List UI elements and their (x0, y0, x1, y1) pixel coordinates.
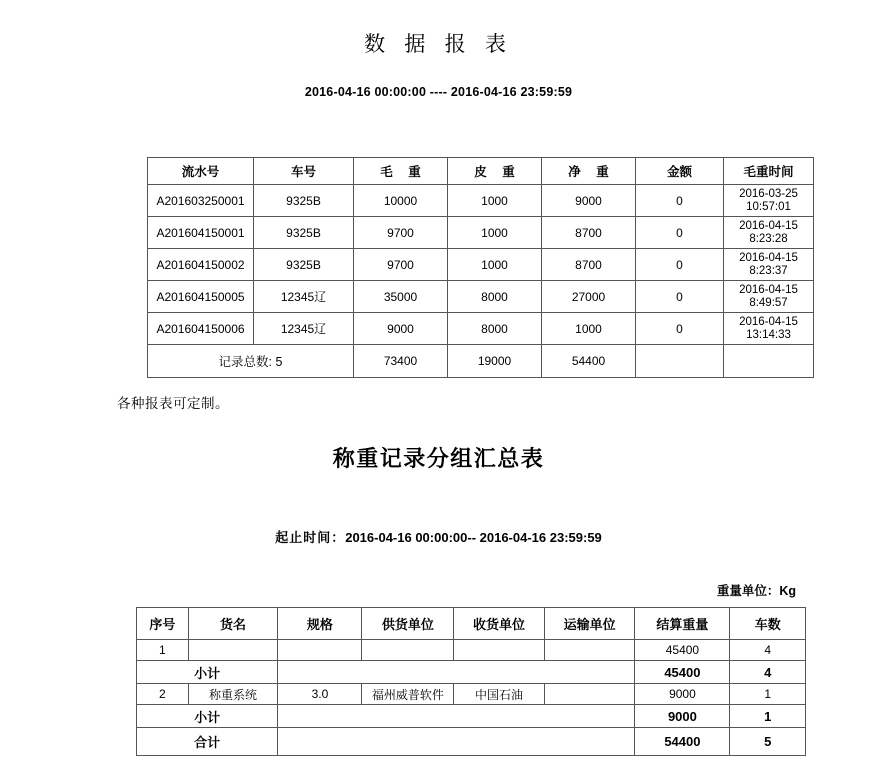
cell-net: 8700 (542, 217, 636, 249)
column-header-gross-time: 毛重时间 (724, 158, 814, 185)
cell-subtotal-label: 小计 (137, 661, 278, 684)
cell-record-count: 记录总数: 5 (148, 345, 354, 378)
column-header-plate: 车号 (254, 158, 354, 185)
cell-weight: 45400 (635, 640, 730, 661)
cell-gross-time-text: 8:49:57 (749, 297, 788, 309)
cell-plate: 9325B (254, 249, 354, 281)
cell-amount: 0 (636, 185, 724, 217)
table-row (148, 281, 814, 313)
cell-serial: A201604150002 (148, 249, 254, 281)
cell-gross-date-text: 2016-04-15 (739, 284, 798, 296)
cell-net: 9000 (542, 185, 636, 217)
cell-gross-time (724, 185, 814, 217)
report-one-title: 数 据 报 表 (364, 32, 513, 56)
cell-seq: 2 (137, 684, 189, 705)
subtotal-row (137, 705, 806, 728)
report-two-date-range (0, 527, 877, 546)
cell-tare: 1000 (448, 249, 542, 281)
report-two-title: 称重记录分组汇总表 (332, 446, 545, 471)
customizable-note: 各种报表可定制。 (117, 396, 229, 411)
cell-tare: 8000 (448, 281, 542, 313)
cell-cars: 4 (730, 640, 806, 661)
cell-tare: 1000 (448, 185, 542, 217)
cell-net: 8700 (542, 249, 636, 281)
cell-total-tare: 19000 (448, 345, 542, 378)
column-header-transporter: 运输单位 (544, 608, 635, 640)
cell-gross-date-text: 2016-04-15 (739, 252, 798, 264)
cell-net: 27000 (542, 281, 636, 313)
cell-gross-time (724, 313, 814, 345)
cell-subtotal-blank (278, 705, 635, 728)
table-row (148, 249, 814, 281)
table-header-row (137, 608, 806, 640)
cell-serial: A201604150005 (148, 281, 254, 313)
cell-subtotal-weight: 9000 (635, 705, 730, 728)
cell-amount: 0 (636, 313, 724, 345)
table-row (137, 640, 806, 661)
cell-gross-time-text: 13:14:33 (746, 329, 791, 341)
cell-gross-date-text: 2016-03-25 (739, 188, 798, 200)
report-one-date-range: 2016-04-16 00:00:00 ---- 2016-04-16 23:59:59 (304, 85, 573, 99)
cell-gross-time-text: 8:23:37 (749, 265, 788, 277)
cell-subtotal-blank (278, 661, 635, 684)
column-header-supplier: 供货单位 (362, 608, 454, 640)
cell-total-gross-time (724, 345, 814, 378)
cell-total-net: 54400 (542, 345, 636, 378)
cell-gross: 10000 (354, 185, 448, 217)
cell-amount: 0 (636, 249, 724, 281)
column-header-net: 净 重 (542, 158, 636, 185)
table-row (148, 313, 814, 345)
cell-spec: 3.0 (278, 684, 362, 705)
grand-total-row (137, 728, 806, 756)
cell-gross-date-text: 2016-04-15 (739, 316, 798, 328)
cell-subtotal-label: 小计 (137, 705, 278, 728)
cell-gross-time (724, 249, 814, 281)
cell-amount: 0 (636, 281, 724, 313)
cell-subtotal-cars: 4 (730, 661, 806, 684)
cell-tare: 8000 (448, 313, 542, 345)
column-header-spec: 规格 (278, 608, 362, 640)
cell-seq: 1 (137, 640, 189, 661)
cell-grand-total-cars: 5 (730, 728, 806, 756)
cell-goods (188, 640, 278, 661)
cell-grand-total-label: 合计 (137, 728, 278, 756)
cell-transporter (544, 684, 635, 705)
column-header-cars: 车数 (730, 608, 806, 640)
column-header-serial: 流水号 (148, 158, 254, 185)
weigh-records-table (147, 157, 814, 378)
cell-receiver (454, 640, 545, 661)
cell-supplier (362, 640, 454, 661)
table-footer-row (148, 345, 814, 378)
cell-receiver: 中国石油 (454, 684, 545, 705)
table-row (148, 217, 814, 249)
cell-total-amount (636, 345, 724, 378)
cell-gross: 9700 (354, 217, 448, 249)
cell-spec (278, 640, 362, 661)
cell-gross-time-text: 10:57:01 (746, 201, 791, 213)
column-header-weight: 结算重量 (635, 608, 730, 640)
weight-unit-label: 重量单位：Kg (716, 584, 796, 598)
cell-supplier: 福州威普软件 (362, 684, 454, 705)
cell-gross: 9000 (354, 313, 448, 345)
cell-gross-time (724, 217, 814, 249)
cell-goods: 称重系统 (188, 684, 278, 705)
report-two-range-label: 起止时间： (275, 530, 346, 545)
cell-net: 1000 (542, 313, 636, 345)
cell-grand-total-blank (278, 728, 635, 756)
cell-serial: A201604150001 (148, 217, 254, 249)
report-two-range-value: 2016-04-16 00:00:00-- 2016-04-16 23:59:59 (345, 530, 602, 545)
group-summary-table (136, 607, 806, 756)
table-row (148, 185, 814, 217)
cell-tare: 1000 (448, 217, 542, 249)
column-header-gross: 毛 重 (354, 158, 448, 185)
cell-plate: 9325B (254, 185, 354, 217)
table-header-row (148, 158, 814, 185)
cell-plate: 12345辽 (254, 281, 354, 313)
cell-transporter (544, 640, 635, 661)
cell-gross-date-text: 2016-04-15 (739, 220, 798, 232)
cell-plate: 12345辽 (254, 313, 354, 345)
cell-gross: 35000 (354, 281, 448, 313)
subtotal-row (137, 661, 806, 684)
column-header-amount: 金额 (636, 158, 724, 185)
column-header-seq: 序号 (137, 608, 189, 640)
table-row (137, 684, 806, 705)
column-header-receiver: 收货单位 (454, 608, 545, 640)
cell-serial: A201604150006 (148, 313, 254, 345)
cell-weight: 9000 (635, 684, 730, 705)
cell-gross: 9700 (354, 249, 448, 281)
column-header-goods: 货名 (188, 608, 278, 640)
cell-gross-time-text: 8:23:28 (749, 233, 788, 245)
cell-serial: A201603250001 (148, 185, 254, 217)
column-header-tare: 皮 重 (448, 158, 542, 185)
cell-total-gross: 73400 (354, 345, 448, 378)
cell-subtotal-weight: 45400 (635, 661, 730, 684)
cell-plate: 9325B (254, 217, 354, 249)
cell-gross-time (724, 281, 814, 313)
cell-cars: 1 (730, 684, 806, 705)
cell-subtotal-cars: 1 (730, 705, 806, 728)
cell-amount: 0 (636, 217, 724, 249)
cell-grand-total-weight: 54400 (635, 728, 730, 756)
